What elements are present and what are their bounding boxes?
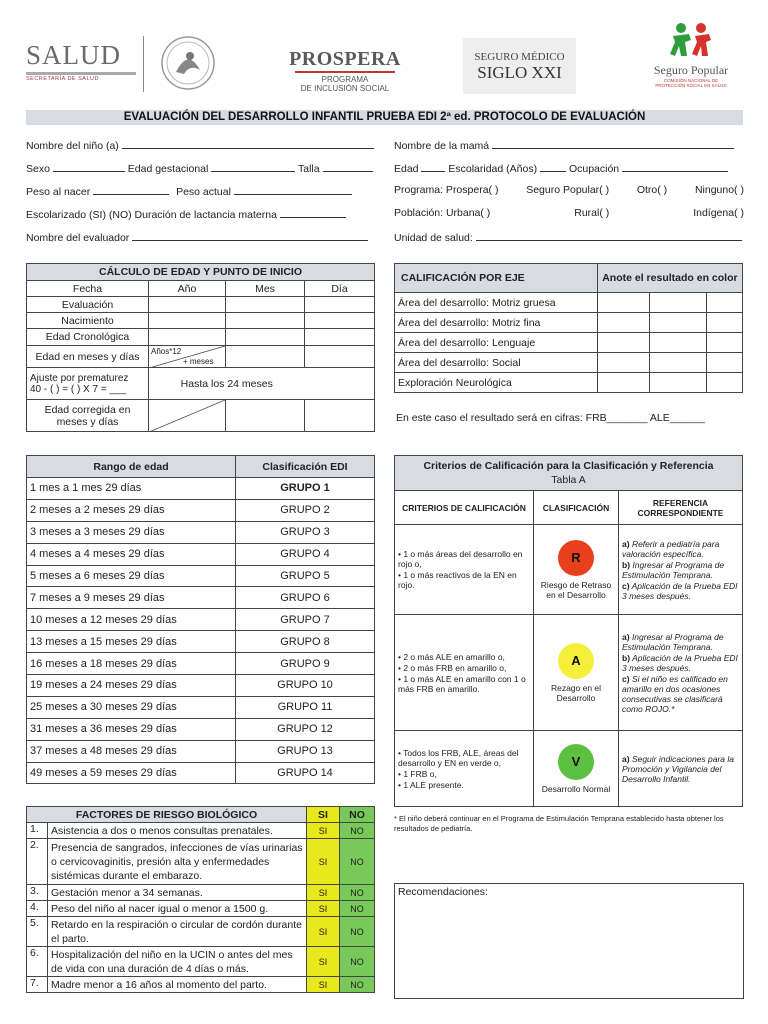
- clasificacion-cell: [534, 615, 619, 731]
- factor-no-option[interactable]: NO: [340, 947, 375, 977]
- cell-input[interactable]: [706, 333, 742, 353]
- cell-input[interactable]: [649, 353, 706, 373]
- criterio-item: • 2 o más FRB en amarillo o,: [398, 662, 507, 673]
- factor-text: Retardo en la respiración o circular de cordón durante el parto.: [48, 917, 307, 947]
- calculo-title: CÁLCULO DE EDAD Y PUNTO DE INICIO: [27, 264, 375, 281]
- referencia-text: Si el niño es calificado en amarillo en dos ocasiones consecutivas se clasificará como ROJO.*: [622, 673, 728, 714]
- cell-input[interactable]: [149, 313, 226, 329]
- label-sexo: Sexo: [26, 163, 50, 175]
- referencia-item: [622, 653, 739, 673]
- criterio-cell: [395, 731, 534, 807]
- checkbox-urbana[interactable]: Población: Urbana( ): [394, 207, 491, 219]
- cell-empty: [305, 368, 375, 400]
- divider: [143, 36, 144, 92]
- salud-logo-sub: SECRETARÍA DE SALUD: [26, 76, 99, 82]
- eje-row: Área del desarrollo: Motriz gruesa: [395, 293, 598, 313]
- rango-cell: 1 mes a 1 mes 29 días: [27, 478, 236, 500]
- referencia-item: [622, 539, 739, 559]
- factor-no-option[interactable]: NO: [340, 977, 375, 993]
- recomendaciones-box[interactable]: [394, 883, 744, 999]
- referencia-text: Referir a pediatría para valoración específica.: [622, 538, 720, 559]
- factor-row: [27, 901, 375, 917]
- calculo-header-dia: Día: [305, 281, 375, 297]
- label-peso-nacer: Peso al nacer: [26, 186, 91, 198]
- factor-si-option[interactable]: SI: [307, 885, 340, 901]
- criterio-cell: [395, 615, 534, 731]
- label-nombre-evaluador: Nombre del evaluador: [26, 232, 130, 244]
- factor-text: Asistencia a dos o menos consultas prenatales.: [48, 823, 307, 839]
- ajuste-cell: [27, 368, 149, 400]
- referencia-letter: a): [622, 538, 630, 549]
- seguro-medico-logo: [463, 38, 576, 94]
- grupo-cell: GRUPO 13: [236, 740, 375, 762]
- criterio-cell: [395, 525, 534, 615]
- hasta-24-meses: Hasta los 24 meses: [149, 368, 305, 400]
- label-nombre-nino: Nombre del niño (a): [26, 140, 119, 152]
- table-row: [27, 675, 375, 697]
- grupo-cell: GRUPO 4: [236, 543, 375, 565]
- criterios-table: [394, 455, 743, 807]
- factor-no-option[interactable]: NO: [340, 823, 375, 839]
- rango-cell: 31 meses a 36 meses 29 días: [27, 718, 236, 740]
- factor-number: 6.: [27, 947, 48, 977]
- input-sexo[interactable]: [53, 161, 125, 172]
- cell-input[interactable]: [649, 333, 706, 353]
- classification-circle: A: [558, 643, 594, 679]
- factor-text: Presencia de sangrados, infecciones de vías urinarias o cervicovaginitis, presión alta y enfermedades sistémicas durante el embarazo.: [48, 839, 307, 885]
- calculo-edad-table: [26, 263, 375, 432]
- input-ocupacion[interactable]: [622, 161, 728, 172]
- factor-si-option[interactable]: SI: [307, 947, 340, 977]
- rango-cell: 37 meses a 48 meses 29 días: [27, 740, 236, 762]
- grupo-cell: GRUPO 14: [236, 762, 375, 784]
- factor-text: Madre menor a 16 años al momento del parto.: [48, 977, 307, 993]
- cell-input[interactable]: [597, 293, 649, 313]
- rango-cell: 7 meses a 9 meses 29 días: [27, 587, 236, 609]
- factor-text: Gestación menor a 34 semanas.: [48, 885, 307, 901]
- cell-input[interactable]: [597, 373, 649, 393]
- table-row: [27, 587, 375, 609]
- referencia-text: Aplicación de la Prueba EDI 3 meses después.: [622, 580, 738, 601]
- cell-input[interactable]: [305, 329, 375, 346]
- referencia-text: Aplicación de la Prueba EDI 3 meses después.: [622, 652, 738, 673]
- seguro-popular-name: Seguro Popular: [653, 63, 729, 77]
- rango-cell: 25 meses a 30 meses 29 días: [27, 696, 236, 718]
- criterio-item: • 1 o más reactivos de la EN en rojo.: [398, 570, 517, 590]
- factor-number: 4.: [27, 901, 48, 917]
- referencia-letter: b): [622, 559, 631, 570]
- input-peso-nacer[interactable]: [93, 184, 169, 195]
- prospera-logo-line2: DE INCLUSIÓN SOCIAL: [300, 84, 390, 93]
- factor-text: Hospitalización del niño en la UCIN o antes del mes de vida con una duración de 4 días o más.: [48, 947, 307, 977]
- input-edad[interactable]: [421, 161, 445, 172]
- criterio-item: • 1 FRB o,: [398, 768, 437, 779]
- checkbox-rural[interactable]: Rural( ): [574, 207, 610, 219]
- factor-si-option[interactable]: SI: [307, 977, 340, 993]
- grupo-cell: GRUPO 3: [236, 521, 375, 543]
- cell-input[interactable]: [226, 329, 305, 346]
- rango-cell: 16 meses a 18 meses 29 días: [27, 653, 236, 675]
- no-header: NO: [340, 807, 375, 823]
- calculo-header-fecha: Fecha: [27, 281, 149, 297]
- label-peso-actual: Peso actual: [176, 186, 231, 198]
- rango-cell: 10 meses a 12 meses 29 días: [27, 609, 236, 631]
- cell-anos-meses[interactable]: [149, 346, 226, 368]
- grupo-cell: GRUPO 8: [236, 631, 375, 653]
- grupo-cell: GRUPO 9: [236, 653, 375, 675]
- anos-label: Años*12: [151, 347, 182, 356]
- meses-label: + meses: [183, 357, 214, 366]
- cell-input[interactable]: [597, 353, 649, 373]
- referencia-cell: [619, 525, 743, 615]
- classification-circle: V: [558, 744, 594, 780]
- label-ocupacion: Ocupación: [568, 163, 620, 175]
- rango-edad-table: [26, 455, 375, 784]
- cell-input[interactable]: [226, 346, 305, 368]
- calculo-header-mes: Mes: [226, 281, 305, 297]
- criterios-title: Criterios de Calificación para la Clasificación y Referencia: [423, 460, 714, 472]
- cell-input[interactable]: [226, 400, 305, 432]
- checkbox-seguro-popular[interactable]: Seguro Popular( ): [526, 184, 610, 196]
- anote-header: Anote el resultado en color: [597, 264, 742, 293]
- table-row: [27, 478, 375, 500]
- cell-edad-corregida[interactable]: [149, 400, 226, 432]
- seguro-popular-logo: [636, 20, 746, 88]
- factor-row: [27, 885, 375, 901]
- prospera-logo: [285, 48, 405, 93]
- eje-row: Exploración Neurológica: [395, 373, 598, 393]
- referencia-letter: b): [622, 652, 631, 663]
- seguro-popular-sub2: PROTECCIÓN SOCIAL EN SALUD: [655, 83, 727, 88]
- resultado-cifras: En este caso el resultado será en cifras: FRB_______ ALE______: [396, 412, 705, 424]
- referencia-item: [622, 674, 739, 714]
- rango-header: Rango de edad: [27, 456, 236, 478]
- input-peso-actual[interactable]: [234, 184, 352, 195]
- referencia-text: Seguir indicaciones para la Promoción y Vigilancia del Desarrollo Infantil.: [622, 753, 734, 784]
- table-row: [27, 499, 375, 521]
- input-nombre-nino[interactable]: [122, 138, 374, 149]
- table-row: [27, 521, 375, 543]
- si-header: SI: [307, 807, 340, 823]
- factor-text: Peso del niño al nacer igual o menor a 1500 g.: [48, 901, 307, 917]
- clasificacion-header: Clasificación EDI: [236, 456, 375, 478]
- factor-si-option[interactable]: SI: [307, 901, 340, 917]
- referencia-letter: a): [622, 631, 630, 642]
- seguro-medico-line1: SEGURO MÉDICO: [474, 51, 565, 63]
- grupo-cell: GRUPO 12: [236, 718, 375, 740]
- calculo-header-ano: Año: [149, 281, 226, 297]
- cell-input[interactable]: [649, 293, 706, 313]
- table-row: [27, 696, 375, 718]
- eje-row: Área del desarrollo: Motriz fina: [395, 313, 598, 333]
- factor-no-option[interactable]: NO: [340, 885, 375, 901]
- table-row: [27, 740, 375, 762]
- clasificacion-cell: [534, 525, 619, 615]
- classification-label: Rezago en el Desarrollo: [550, 682, 602, 703]
- factor-row: [27, 823, 375, 839]
- cell-input[interactable]: [305, 346, 375, 368]
- criterio-item: • Todos los FRB, ALE, áreas del desarrollo y EN en verde o,: [398, 747, 519, 768]
- table-row: [27, 762, 375, 784]
- rango-cell: 5 meses a 6 meses 29 días: [27, 565, 236, 587]
- factor-si-option[interactable]: SI: [307, 839, 340, 885]
- seguro-medico-line2: SIGLO XXI: [477, 63, 562, 82]
- criterio-item: • 2 o más ALE en amarillo o,: [398, 651, 505, 662]
- referencia-item: [622, 754, 739, 784]
- rango-cell: 13 meses a 15 meses 29 días: [27, 631, 236, 653]
- criterio-row: [395, 615, 743, 731]
- input-unidad-salud[interactable]: [476, 230, 742, 241]
- referencia-item: [622, 560, 739, 580]
- calculo-row-evaluacion: Evaluación: [27, 297, 149, 313]
- factor-no-option[interactable]: NO: [340, 901, 375, 917]
- input-nombre-evaluador[interactable]: [132, 230, 368, 241]
- cell-input[interactable]: [597, 333, 649, 353]
- input-edad-gestacional[interactable]: [211, 161, 295, 172]
- referencia-text: Ingresar al Programa de Estimulación Temprana.: [622, 631, 724, 652]
- label-escolarizado: Escolarizado (SI) (NO) Duración de lactancia materna: [26, 209, 277, 221]
- grupo-cell: GRUPO 11: [236, 696, 375, 718]
- criterio-row: [395, 525, 743, 615]
- cell-input[interactable]: [149, 297, 226, 313]
- factor-no-option[interactable]: NO: [340, 839, 375, 885]
- eje-row: Área del desarrollo: Lenguaje: [395, 333, 598, 353]
- table-row: [27, 653, 375, 675]
- grupo-cell: GRUPO 1: [236, 478, 375, 500]
- input-lactancia[interactable]: [280, 207, 346, 218]
- criterio-item: • 1 ALE presente.: [398, 779, 464, 790]
- label-nombre-mama: Nombre de la mamá: [394, 140, 490, 152]
- classification-circle: R: [558, 540, 594, 576]
- grupo-cell: GRUPO 5: [236, 565, 375, 587]
- edad-corregida-label: Edad corregida en meses y días: [27, 400, 149, 432]
- factores-table: [26, 806, 375, 993]
- clasificacion-cell: [534, 731, 619, 807]
- label-unidad-salud: Unidad de salud:: [394, 232, 473, 244]
- cell-input[interactable]: [706, 293, 742, 313]
- grupo-cell: GRUPO 10: [236, 675, 375, 697]
- calculo-row-nacimiento: Nacimiento: [27, 313, 149, 329]
- calificacion-table: [394, 263, 743, 393]
- criterios-footnote: * El niño deberá continuar en el Programa de Estimulación Temprana establecido hasta obtener los resultados de pediatría.: [394, 814, 724, 833]
- rango-cell: 2 meses a 2 meses 29 días: [27, 499, 236, 521]
- input-talla[interactable]: [323, 161, 373, 172]
- referencia-cell: [619, 731, 743, 807]
- referencia-col-header: REFERENCIA CORRESPONDIENTE: [619, 491, 743, 525]
- salud-logo-name: SALUD: [26, 40, 122, 70]
- cell-input[interactable]: [649, 313, 706, 333]
- factores-title: FACTORES DE RIESGO BIOLÓGICO: [27, 807, 307, 823]
- rango-cell: 3 meses a 3 meses 29 días: [27, 521, 236, 543]
- prospera-logo-line1: PROGRAMA: [321, 75, 369, 84]
- rango-cell: 19 meses a 24 meses 29 días: [27, 675, 236, 697]
- referencia-item: [622, 581, 739, 601]
- checkbox-prospera[interactable]: Programa: Prospera( ): [394, 184, 499, 196]
- table-row: [27, 631, 375, 653]
- factor-si-option[interactable]: SI: [307, 823, 340, 839]
- clasificacion-col-header: CLASIFICACIÓN: [534, 491, 619, 525]
- label-escolaridad: Escolaridad (Años): [448, 163, 538, 175]
- rango-cell: 4 meses a 4 meses 29 días: [27, 543, 236, 565]
- table-row: [27, 565, 375, 587]
- label-edad: Edad: [394, 163, 419, 175]
- factor-row: [27, 839, 375, 885]
- referencia-cell: [619, 615, 743, 731]
- grupo-cell: GRUPO 2: [236, 499, 375, 521]
- cell-input[interactable]: [706, 373, 742, 393]
- cell-input[interactable]: [226, 297, 305, 313]
- checkbox-otro[interactable]: Otro( ): [636, 184, 668, 196]
- eje-row: Área del desarrollo: Social: [395, 353, 598, 373]
- input-nombre-mama[interactable]: [492, 138, 734, 149]
- referencia-letter: a): [622, 753, 630, 764]
- cell-input[interactable]: [305, 400, 375, 432]
- cell-input[interactable]: [706, 353, 742, 373]
- criterios-subtitle: Tabla A: [551, 474, 586, 486]
- prospera-logo-name: PROSPERA: [289, 48, 401, 70]
- ajuste-line1: Ajuste por prematurez: [30, 372, 129, 384]
- factor-no-option[interactable]: NO: [340, 917, 375, 947]
- factor-row: [27, 977, 375, 993]
- cell-input[interactable]: [597, 313, 649, 333]
- ajuste-line2: 40 - ( ) = ( ) X 7 = ___: [30, 383, 127, 395]
- criterios-title-cell: [395, 456, 743, 491]
- table-row: [27, 718, 375, 740]
- factor-number: 5.: [27, 917, 48, 947]
- calificacion-title: CALIFICACIÓN POR EJE: [395, 264, 598, 293]
- calculo-row-meses-dias: Edad en meses y días: [27, 346, 149, 368]
- cell-input[interactable]: [305, 313, 375, 329]
- salud-logo: [26, 40, 136, 86]
- label-talla: Talla: [298, 163, 320, 175]
- calculo-row-cronologica: Edad Cronológica: [27, 329, 149, 346]
- cell-input[interactable]: [305, 297, 375, 313]
- criterio-row: [395, 731, 743, 807]
- mexico-coat-of-arms-icon: [160, 34, 216, 92]
- cell-input[interactable]: [149, 329, 226, 346]
- people-icon: [661, 20, 721, 58]
- factor-si-option[interactable]: SI: [307, 917, 340, 947]
- referencia-letter: c): [622, 580, 630, 591]
- factor-row: [27, 917, 375, 947]
- checkbox-indigena[interactable]: Indígena( ): [693, 207, 744, 219]
- cell-input[interactable]: [706, 313, 742, 333]
- seguro-popular-sub1: COMISIÓN NACIONAL DE: [663, 78, 719, 83]
- factor-row: [27, 947, 375, 977]
- rango-cell: 49 meses a 59 meses 29 días: [27, 762, 236, 784]
- referencia-letter: c): [622, 673, 630, 684]
- factor-number: 2.: [27, 839, 48, 885]
- table-row: [27, 543, 375, 565]
- grupo-cell: GRUPO 6: [236, 587, 375, 609]
- criterios-col-header: CRITERIOS DE CALIFICACIÓN: [395, 491, 534, 525]
- referencia-text: Ingresar al Programa de Estimulación Temprana.: [622, 559, 725, 580]
- table-row: [27, 609, 375, 631]
- cell-input[interactable]: [226, 313, 305, 329]
- criterio-item: • 1 o más ALE en amarillo con 1 o más FRB en amarillo.: [398, 673, 526, 694]
- criterio-item: • 1 o más áreas del desarrollo en rojo o,: [398, 549, 523, 569]
- classification-label: Riesgo de Retraso en el Desarrollo: [540, 579, 612, 600]
- cell-input[interactable]: [649, 373, 706, 393]
- factor-number: 3.: [27, 885, 48, 901]
- recomendaciones-label: Recomendaciones:: [398, 886, 488, 898]
- input-escolaridad[interactable]: [540, 161, 566, 172]
- factor-number: 1.: [27, 823, 48, 839]
- page-title: EVALUACIÓN DEL DESARROLLO INFANTIL PRUEBA EDI 2ª ed. PROTOCOLO DE EVALUACIÓN: [26, 110, 743, 125]
- diagonal-line: [149, 400, 225, 432]
- checkbox-ninguno[interactable]: Ninguno( ): [694, 184, 744, 196]
- label-edad-gestacional: Edad gestacional: [127, 163, 209, 175]
- referencia-item: [622, 632, 739, 652]
- classification-label: Desarrollo Normal: [541, 783, 611, 794]
- grupo-cell: GRUPO 7: [236, 609, 375, 631]
- factor-number: 7.: [27, 977, 48, 993]
